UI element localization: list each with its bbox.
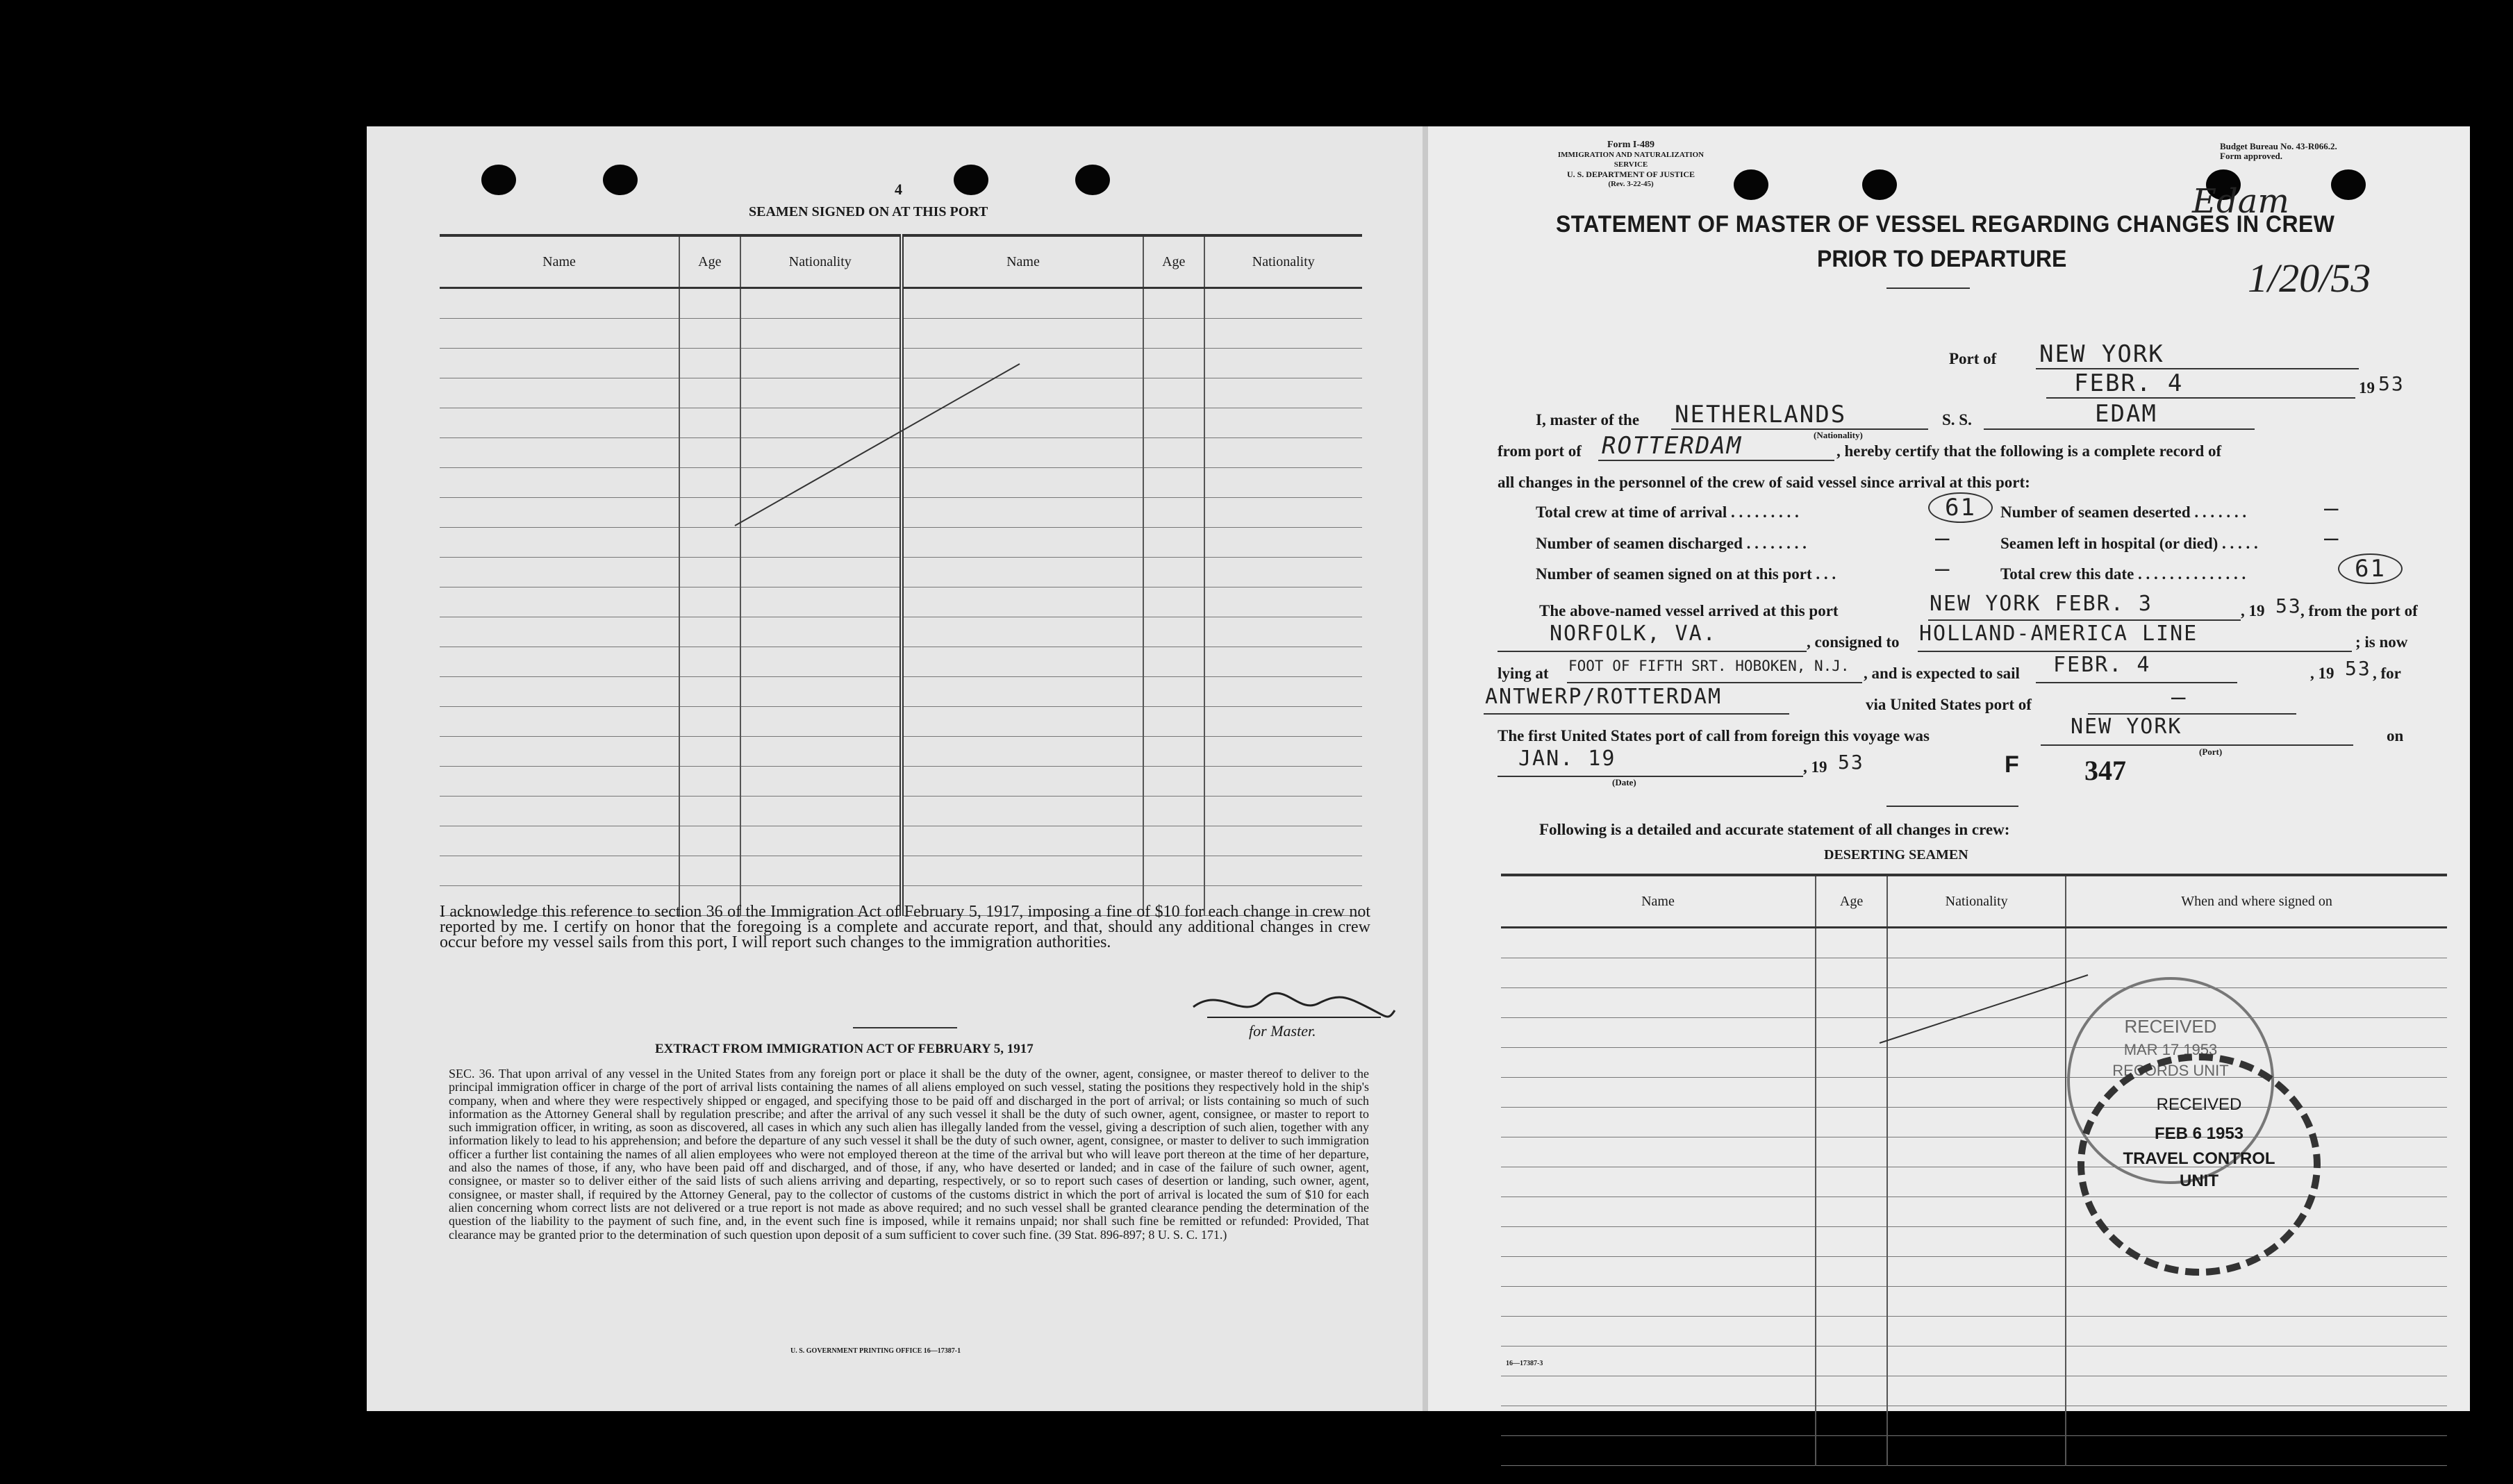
column-header-name: Name <box>902 235 1143 288</box>
consigned-label: , consigned to <box>1807 633 1900 651</box>
stamp-unit: UNIT <box>2180 1172 2218 1190</box>
table-cell[interactable] <box>1816 1436 1887 1466</box>
form-approved: Form approved. <box>2220 151 2283 161</box>
year-prefix: , 19 <box>1803 758 1827 776</box>
extract-title: EXTRACT FROM IMMIGRATION ACT OF FEBRUARY 5, 1917 <box>655 1042 1034 1056</box>
master-label <box>1249 1022 1316 1040</box>
expected-sail-value: FEBR. 4 <box>2053 653 2151 677</box>
port-of-value: NEW YORK <box>2039 340 2164 368</box>
column-header-nationality: Nationality <box>1204 235 1362 288</box>
hospital-value: — <box>2324 524 2340 552</box>
deserted-value: — <box>2324 494 2340 522</box>
destination-value: ANTWERP/ROTTERDAM <box>1485 685 1723 709</box>
total-crew-arrival-value: 61 <box>1928 492 1993 523</box>
table-cell[interactable] <box>1887 1436 2066 1466</box>
sail-year: 53 <box>2345 657 2371 680</box>
first-port-value: NEW YORK <box>2071 715 2182 739</box>
agency-name: IMMIGRATION AND NATURALIZATION SERVICE <box>1557 151 1705 169</box>
consigned-value: HOLLAND-AMERICA LINE <box>1919 622 2198 646</box>
certify-text: , hereby certify that the following is a complete record of <box>1836 442 2222 460</box>
from-port-2-value: NORFOLK, VA. <box>1550 622 1717 646</box>
total-crew-date-value: 61 <box>2338 553 2403 584</box>
nationality-value: NETHERLANDS <box>1675 401 1847 428</box>
master-caption: Master. <box>1270 1022 1316 1040</box>
right-page <box>1428 126 2470 1411</box>
page-number: 4 <box>895 181 902 198</box>
first-year: 53 <box>1838 751 1864 774</box>
table-cell[interactable] <box>2066 1436 2447 1466</box>
stamp-unit: TRAVEL CONTROL <box>2123 1149 2275 1168</box>
column-header-name: Name <box>1501 875 1816 928</box>
column-header-age: Age <box>1816 875 1887 928</box>
via-label: via United States port of <box>1866 696 2032 713</box>
nationality-caption: (Nationality) <box>1814 430 1863 440</box>
first-port-label: The first United States port of call from foreign this voyage was <box>1498 727 1930 744</box>
received-stamp-travel-control <box>2077 1053 2321 1276</box>
from-the-port-of: , from the port of <box>2300 602 2418 619</box>
port-of-label: Port of <box>1949 350 1997 367</box>
master-prefix: for <box>1249 1022 1267 1040</box>
expected-sail-label: , and is expected to sail <box>1864 665 2020 682</box>
from-port-label: from port of <box>1498 442 1582 460</box>
column-header-age: Age <box>1143 235 1204 288</box>
following-text: Following is a detailed and accurate statement of all changes in crew: <box>1539 821 2010 838</box>
signed-on-label: Number of seamen signed on at this port . . . <box>1536 565 1836 583</box>
column-header-nationality: Nationality <box>1887 875 2066 928</box>
budget-bureau-number: Budget Bureau No. 43-R066.2. <box>2220 141 2337 151</box>
port-caption: (Port) <box>2199 747 2223 757</box>
signed-on-value: — <box>1935 555 1951 583</box>
column-header-name: Name <box>440 235 679 288</box>
stamp-unit: RECORDS UNIT <box>2112 1062 2229 1079</box>
form-title-line2: PRIOR TO DEPARTURE <box>1817 246 2067 272</box>
handwritten-date: 1/20/53 <box>2248 256 2371 301</box>
handwritten-vessel-name: Edam <box>2192 182 2289 221</box>
ss-label: S. S. <box>1942 411 1972 428</box>
acknowledgment-text: I acknowledge this reference to section 36 of the Immigration Act of February 5, 1917, imposing a fine of $10 for each change in crew not reported by me. I certify on honor that the foregoing is a complete and accurate report, and that, should any additional changes in crew occur before my vessel sails from this port, I will report such changes to the immigration authorities. <box>440 903 1370 951</box>
total-crew-date-label: Total crew this date . . . . . . . . . . . . . . <box>2000 565 2246 583</box>
cancellation-stroke <box>1428 126 2470 1411</box>
printer-imprint: 16—17387-3 <box>1506 1360 1543 1367</box>
stamp-text: RECEIVED <box>2156 1095 2242 1114</box>
total-crew-arrival-label: Total crew at time of arrival . . . . . . . . . <box>1536 503 1799 521</box>
reference-mark: F <box>2005 751 2019 778</box>
extract-text: SEC. 36. That upon arrival of any vessel in the United States from any foreign port or place it shall be the duty of the owner, agent, consignee, or master thereof to deliver to the principal immigration officer in charge of the port of arrival lists containing the names of all aliens employed on such vessel, stating the positions they respectively hold in the ship's company, when and where they were respectively shipped or engaged, and specifying those to be paid off and discharged in the port of arrival; or lists containing so much of such information as the Attorney General shall by regulation prescribe; and after the arrival of any such vessel it shall be the duty of such owner, agent, consignee, or master to report to such immigration officer, in writing, as soon as discovered, all cases in which any such alien has illegally landed from the vessel, giving a description of such alien, together with any information likely to lead to his apprehension; and before the departure of any such vessel it shall be the duty of such owner, agent, consignee, or master to deliver to such immigration officer a further list containing the names of all alien employees who were not employed thereon at the time of the arrival but who will leave port thereon at the time of her departure, and also the names of those, if any, who have been paid off and discharged, and of those, if any, who have deserted or landed; and in case of the failure of such owner, agent, consignee, or master so to deliver either of the said lists of such aliens arriving and departing, respectively, or so to report such cases of desertion or landing, such owner, agent, consignee, or master shall, if required by the Attorney General, pay to the collector of customs of the customs district in which the port of arrival is located the sum of $10 for each alien concerning whom correct lists are not delivered or a true report is not made as above required; and no such vessel shall be granted clearance pending the determination of the question of the liability to the payment of such fine, and, in the event such fine is imposed, while it remains unpaid; nor shall such fine be remitted or refunded: Provided, That clearance may be granted prior to the determination of such question upon deposit of a sum sufficient to cover such fine. (39 Stat. 896-897; 8 U. S. C. 171.) <box>449 1067 1369 1242</box>
department-name: U. S. DEPARTMENT OF JUSTICE <box>1566 169 1695 179</box>
left-page <box>367 126 1428 1411</box>
stamp-text: RECEIVED <box>2124 1016 2217 1037</box>
date-caption: (Date) <box>1612 777 1636 787</box>
first-date-value: JAN. 19 <box>1518 747 1616 771</box>
year-value: 53 <box>2378 372 2405 395</box>
column-header-signed-on: When and where signed on <box>2066 875 2447 928</box>
form-number: Form I-489 <box>1607 140 1655 150</box>
form-title-line1: STATEMENT OF MASTER OF VESSEL REGARDING CHANGES IN CREW <box>1556 211 2335 237</box>
year-prefix: , 19 <box>2310 665 2334 682</box>
year-prefix: 19 <box>2359 379 2375 397</box>
section-heading: SEAMEN SIGNED ON AT THIS PORT <box>749 204 988 219</box>
discharged-value: — <box>1935 524 1951 552</box>
lying-at-label: lying at <box>1498 665 1549 682</box>
stamp-date: FEB 6 1953 <box>2154 1124 2244 1143</box>
date-value: FEBR. 4 <box>2074 369 2184 397</box>
from-port-value: ROTTERDAM <box>1602 432 1743 460</box>
ss-value: EDAM <box>2095 400 2157 428</box>
column-header-age: Age <box>679 235 740 288</box>
reference-number: 347 <box>2084 755 2126 786</box>
table-cell[interactable] <box>1501 1436 1816 1466</box>
is-now-label: ; is now <box>2355 633 2408 651</box>
master-of-label: I, master of the <box>1536 411 1640 428</box>
on-label: on <box>2387 727 2404 744</box>
revision-date: (Rev. 3-22-45) <box>1608 180 1654 188</box>
hospital-label: Seamen left in hospital (or died) . . . . . <box>2000 535 2258 552</box>
divider <box>853 1027 957 1028</box>
deserted-label: Number of seamen deserted . . . . . . . <box>2000 503 2247 521</box>
discharged-label: Number of seamen discharged . . . . . . . . <box>1536 535 1807 552</box>
printer-imprint: U. S. GOVERNMENT PRINTING OFFICE 16—17387-1 <box>790 1347 961 1355</box>
deserting-heading: DESERTING SEAMEN <box>1824 847 1968 862</box>
table-row <box>1501 1436 2447 1466</box>
arrived-value: NEW YORK FEBR. 3 <box>1930 592 2153 616</box>
arrived-year: 53 <box>2275 594 2302 617</box>
via-value: — <box>2171 683 2187 711</box>
certify-text-2: all changes in the personnel of the crew of said vessel since arrival at this port: <box>1498 474 2030 491</box>
year-prefix: , 19 <box>2241 602 2265 619</box>
stamp-date: MAR 17 1953 <box>2123 1041 2218 1058</box>
column-header-nationality: Nationality <box>740 235 902 288</box>
for-label: , for <box>2373 665 2401 682</box>
arrived-label: The above-named vessel arrived at this port <box>1539 602 1839 619</box>
lying-at-value: FOOT OF FIFTH SRT. HOBOKEN, N.J. <box>1568 658 1850 674</box>
